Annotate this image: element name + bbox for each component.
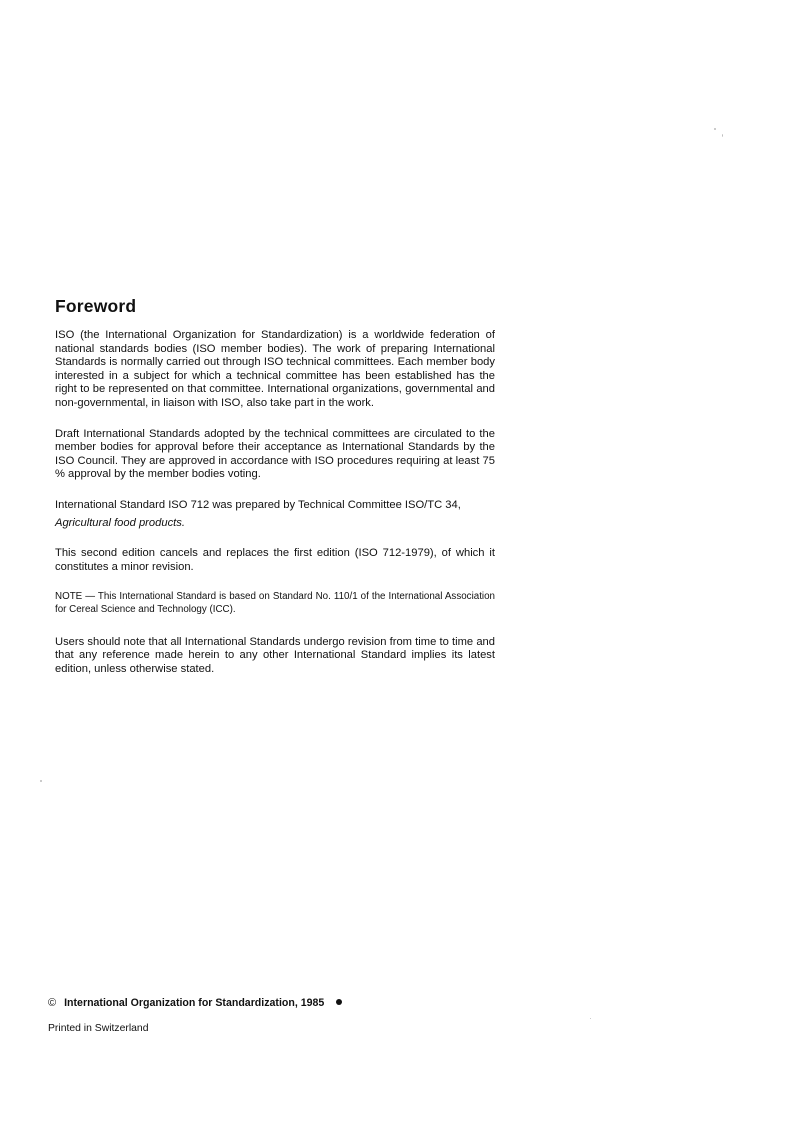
- foreword-section: [55, 296, 495, 693]
- scan-speck: [40, 780, 42, 782]
- scan-speck: [590, 1018, 591, 1019]
- paragraph-iso-intro: ISO (the International Organization for Standardization) is a worldwide federation of national standards bodies (ISO member bodies). The work of preparing International Standards is normally carried out through ISO technical committees. Each member body interested in a subject for which a technical committee has been established has the right to be represented on that committee. International organizations, governmental and non-governmental, in liaison with ISO, also take part in the work.: [55, 329, 495, 409]
- copyright-line: [48, 997, 342, 1009]
- scan-speck: [714, 128, 716, 130]
- paragraph-users-note: Users should note that all International Standards undergo revision from time to time and that any reference made herein to any other International Standard implies its latest edition, unless otherwise stated.: [55, 635, 495, 675]
- paragraph-draft-standards: Draft International Standards adopted by the technical committees are circulated to the member bodies for approval before their acceptance as International Standards by the ISO Council. They are approved in accordance with ISO procedures requiring at least 75 % approval by the member bodies voting.: [55, 427, 495, 481]
- page-title: Foreword: [55, 296, 137, 316]
- bullet-icon: [336, 999, 342, 1005]
- paragraph-edition: This second edition cancels and replaces the first edition (ISO 712-1979), of which it constitutes a minor revision.: [55, 547, 495, 573]
- scan-speck: [722, 134, 723, 137]
- note-text: NOTE — This International Standard is based on Standard No. 110/1 of the International Association for Cereal Science and Technology (ICC).: [55, 591, 495, 615]
- copyright-text: International Organization for Standardization, 1985: [64, 997, 325, 1009]
- copyright-icon: ©: [48, 997, 57, 1009]
- paragraph-prepared-by: International Standard ISO 712 was prepared by Technical Committee ISO/TC 34,: [55, 498, 461, 511]
- committee-title: Agricultural food products.: [55, 516, 185, 529]
- printed-location: Printed in Switzerland: [48, 1023, 149, 1034]
